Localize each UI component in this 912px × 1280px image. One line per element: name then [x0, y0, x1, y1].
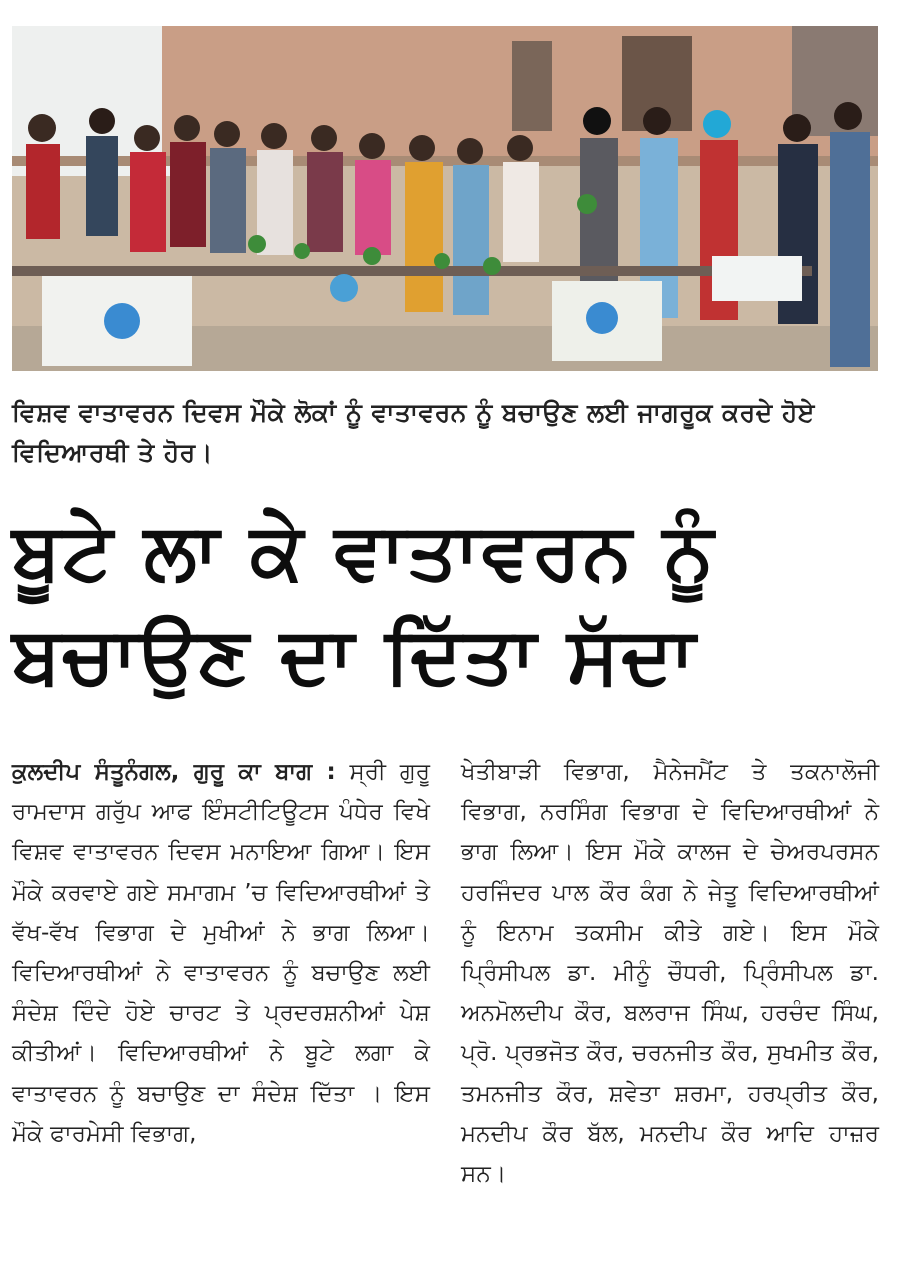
- article-body-left: ਸ੍ਰੀ ਗੁਰੂ ਰਾਮਦਾਸ ਗਰੁੱਪ ਆਫ ਇੰਸਟੀਟਿਊਟਸ ਪੰਧੇਰ ਵਿਖੇ ਵਿਸ਼ਵ ਵਾਤਾਵਰਨ ਦਿਵਸ ਮਨਾਇਆ ਗਿਆ। ਇਸ ਮੌਕੇ ਕਰਵਾਏ ਗਏ ਸਮਾਗਮ ’ਚ ਵਿਦਿਆਰਥੀਆਂ ਤੇ ਵੱਖ-ਵੱਖ ਵਿਭਾਗ ਦੇ ਮੁਖੀਆਂ ਨੇ ਭਾਗ ਲਿਆ। ਵਿਦਿਆਰਥੀਆਂ ਨੇ ਵਾਤਾਵਰਨ ਨੂੰ ਬਚਾਉਣ ਲਈ ਸੰਦੇਸ਼ ਦਿੰਦੇ ਹੋਏ ਚਾਰਟ ਤੇ ਪ੍ਰਦਰਸ਼ਨੀਆਂ ਪੇਸ਼ ਕੀਤੀਆਂ। ਵਿਦਿਆਰਥੀਆਂ ਨੇ ਬੂਟੇ ਲਗਾ ਕੇ ਵਾਤਾਵਰਨ ਨੂੰ ਬਚਾਉਣ ਦਾ ਸੰਦੇਸ਼ ਦਿੱਤਾ । ਇਸ ਮੌਕੇ ਫਾਰਮੇਸੀ ਵਿਭਾਗ,: [12, 759, 430, 1147]
- headline: ਬੂਟੇ ਲਾ ਕੇ ਵਾਤਾਵਰਨ ਨੂੰ ਬਚਾਉਣ ਦਾ ਦਿੱਤਾ ਸੱਦਾ: [12, 507, 716, 701]
- article-column-right: [461, 752, 879, 1194]
- article-body-right: ਖੇਤੀਬਾੜੀ ਵਿਭਾਗ, ਮੈਨੇਜਮੈਂਟ ਤੇ ਤਕਨਾਲੋਜੀ ਵਿਭਾਗ, ਨਰਸਿੰਗ ਵਿਭਾਗ ਦੇ ਵਿਦਿਆਰਥੀਆਂ ਨੇ ਭਾਗ ਲਿਆ। ਇਸ ਮੌਕੇ ਕਾਲਜ ਦੇ ਚੇਅਰਪਰਸਨ ਹਰਜਿੰਦਰ ਪਾਲ ਕੌਰ ਕੰਗ ਨੇ ਜੇਤੂ ਵਿਦਿਆਰਥੀਆਂ ਨੂੰ ਇਨਾਮ ਤਕਸੀਮ ਕੀਤੇ ਗਏ। ਇਸ ਮੌਕੇ ਪ੍ਰਿੰਸੀਪਲ ਡਾ. ਮੀਨੂੰ ਚੌਧਰੀ, ਪ੍ਰਿੰਸੀਪਲ ਡਾ. ਅਨਮੋਲਦੀਪ ਕੌਰ, ਬਲਰਾਜ ਸਿੰਘ, ਹਰਚੰਦ ਸਿੰਘ, ਪ੍ਰੋ. ਪ੍ਰਭਜੋਤ ਕੌਰ, ਚਰਨਜੀਤ ਕੌਰ, ਸੁਖਮੀਤ ਕੌਰ, ਤਮਨਜੀਤ ਕੌਰ, ਸ਼ਵੇਤਾ ਸ਼ਰਮਾ, ਹਰਪ੍ਰੀਤ ਕੌਰ, ਮਨਦੀਪ ਕੌਰ ਬੱਲ, ਮਨਦੀਪ ਕੌਰ ਆਦਿ ਹਾਜ਼ਰ ਸਨ।: [461, 759, 879, 1188]
- news-photo: [12, 26, 878, 371]
- group-photo-icon: [12, 26, 878, 371]
- article-column-left: [12, 752, 430, 1154]
- photo-caption: ਵਿਸ਼ਵ ਵਾਤਾਵਰਨ ਦਿਵਸ ਮੌਕੇ ਲੋਕਾਂ ਨੂੰ ਵਾਤਾਵਰਨ ਨੂੰ ਬਚਾਉਣ ਲਈ ਜਾਗਰੂਕ ਕਰਦੇ ਹੋਏ ਵਿਦਿਆਰਥੀ ਤੇ ਹੋਰ।: [12, 398, 815, 467]
- byline: ਕੁਲਦੀਪ ਸੰਤੂਨੰਗਲ, ਗੁਰੂ ਕਾ ਬਾਗ :: [12, 759, 336, 785]
